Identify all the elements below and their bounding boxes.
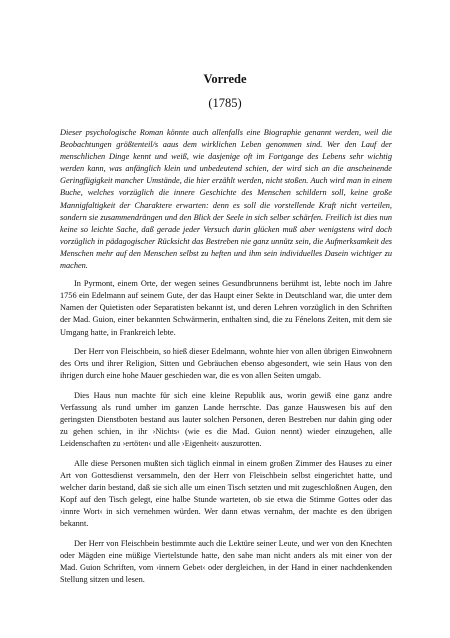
body-paragraph: In Pyrmont, einem Orte, der wegen seines Gesundbrunnens berühmt ist, lebte noch im Jahre 1756 ein Edelmann auf seinem Gute, der das Haupt einer Sekte in Deutschland war, die unter dem Namen der Quietisten oder Separatisten bekannt ist, und deren Lehren vorzüglich in den Schriften der Mad. Guion, einer bekannten Schwärmerin, enthalten sind, die zu Fénelons Zeiten, mit dem sie Umgang hatte, in Frankreich lebte. <box>60 279 392 337</box>
body-paragraph: Der Herr von Fleischbein, so hieß dieser Edelmann, wohnte hier von allen übrigen Einwohnern des Orts und ihrer Religion, Sitten und Gebräuchen ebenso abgesondert, wie sein Haus von den ihrigen durch eine hohe Mauer geschieden war, die es von allen Seiten umgab. <box>60 347 392 381</box>
page-year: (1785) <box>208 96 242 110</box>
document-body <box>60 127 392 594</box>
page-title: Vorrede <box>203 72 247 86</box>
body-paragraph: Der Herr von Fleischbein bestimmte auch die Lektüre seiner Leute, und wer von den Knechten oder Mägden eine müßige Viertelstunde hatte, den sahe man nicht anders als mit einer von der Mad. Guion Schriften, vom ›innern Gebet‹ oder dergleichen, in der Hand in einer nachdenkenden Stellung sitzen und lesen. <box>60 538 392 585</box>
body-paragraph: Alle diese Personen mußten sich täglich einmal in einem großen Zimmer des Hauses zu einer Art von Gottesdienst versammeln, den der Herr von Fleischbein selbst eingerichtet hatte, und welcher darin bestand, daß sie sich alle um einen Tisch setzten und mit zugeschloßnen Augen, den Kopf auf den Tisch gelegt, eine halbe Stunde warteten, ob sie etwa die Stimme Gottes oder das ›innre Wort‹ in sich vernehmen würden. Wer dann etwas vernahm, der machte es den übrigen bekannt. <box>60 458 392 529</box>
intro-paragraph: Dieser psychologische Roman könnte auch allenfalls eine Biographie genannt werden, weil die Beobachtungen größtenteil/s aaus dem wirklichen Leben genommen sind. Wer den Lauf der menschlichen Dinge kennt und weiß, wie dasjenige oft im Fortgange des Lebens sehr wichtig werden kann, was anfänglich klein und unbedeutend schien, der wird sich an die anscheinende Geringfügigkeit mancher Umstände, die hier erzählt werden, nicht stoßen. Auch wird man in einem Buche, welches vorzüglich die innere Geschichte des Menschen schildern soll, keine große Mannigfaltigkeit der Charaktere erwarten: denn es soll die vorstellende Kraft nicht verteilen, sondern sie zusammendrängen und den Blick der Seele in sich selber schärfen. Freilich ist dies nun keine so leichte Sache, daß gerade jeder Versuch darin glücken muß aber wenigstens wird doch vorzüglich in pädagogischer Rücksicht das Bestreben nie ganz unnütz sein, die Aufmerksamkeit des Menschen mehr auf den Menschen selbst zu heften und ihm sein individuelles Dasein wichtiger zu machen. <box>60 128 392 271</box>
body-paragraph: Dies Haus nun machte für sich eine kleine Republik aus, worin gewiß eine ganz andre Verfassung als rund umher im ganzen Lande herrschte. Das ganze Hauswesen bis auf den geringsten Dienstboten bestand aus lauter solchen Personen, deren Bestreben nur dahin ging oder zu gehen schien, in ihr ›Nichts‹ (wie es die Mad. Guion nennt) wieder einzugehen, alle Leidenschaften zu ›ertöten‹ und alle ›Eigenheit‹ auszurotten. <box>60 390 392 449</box>
